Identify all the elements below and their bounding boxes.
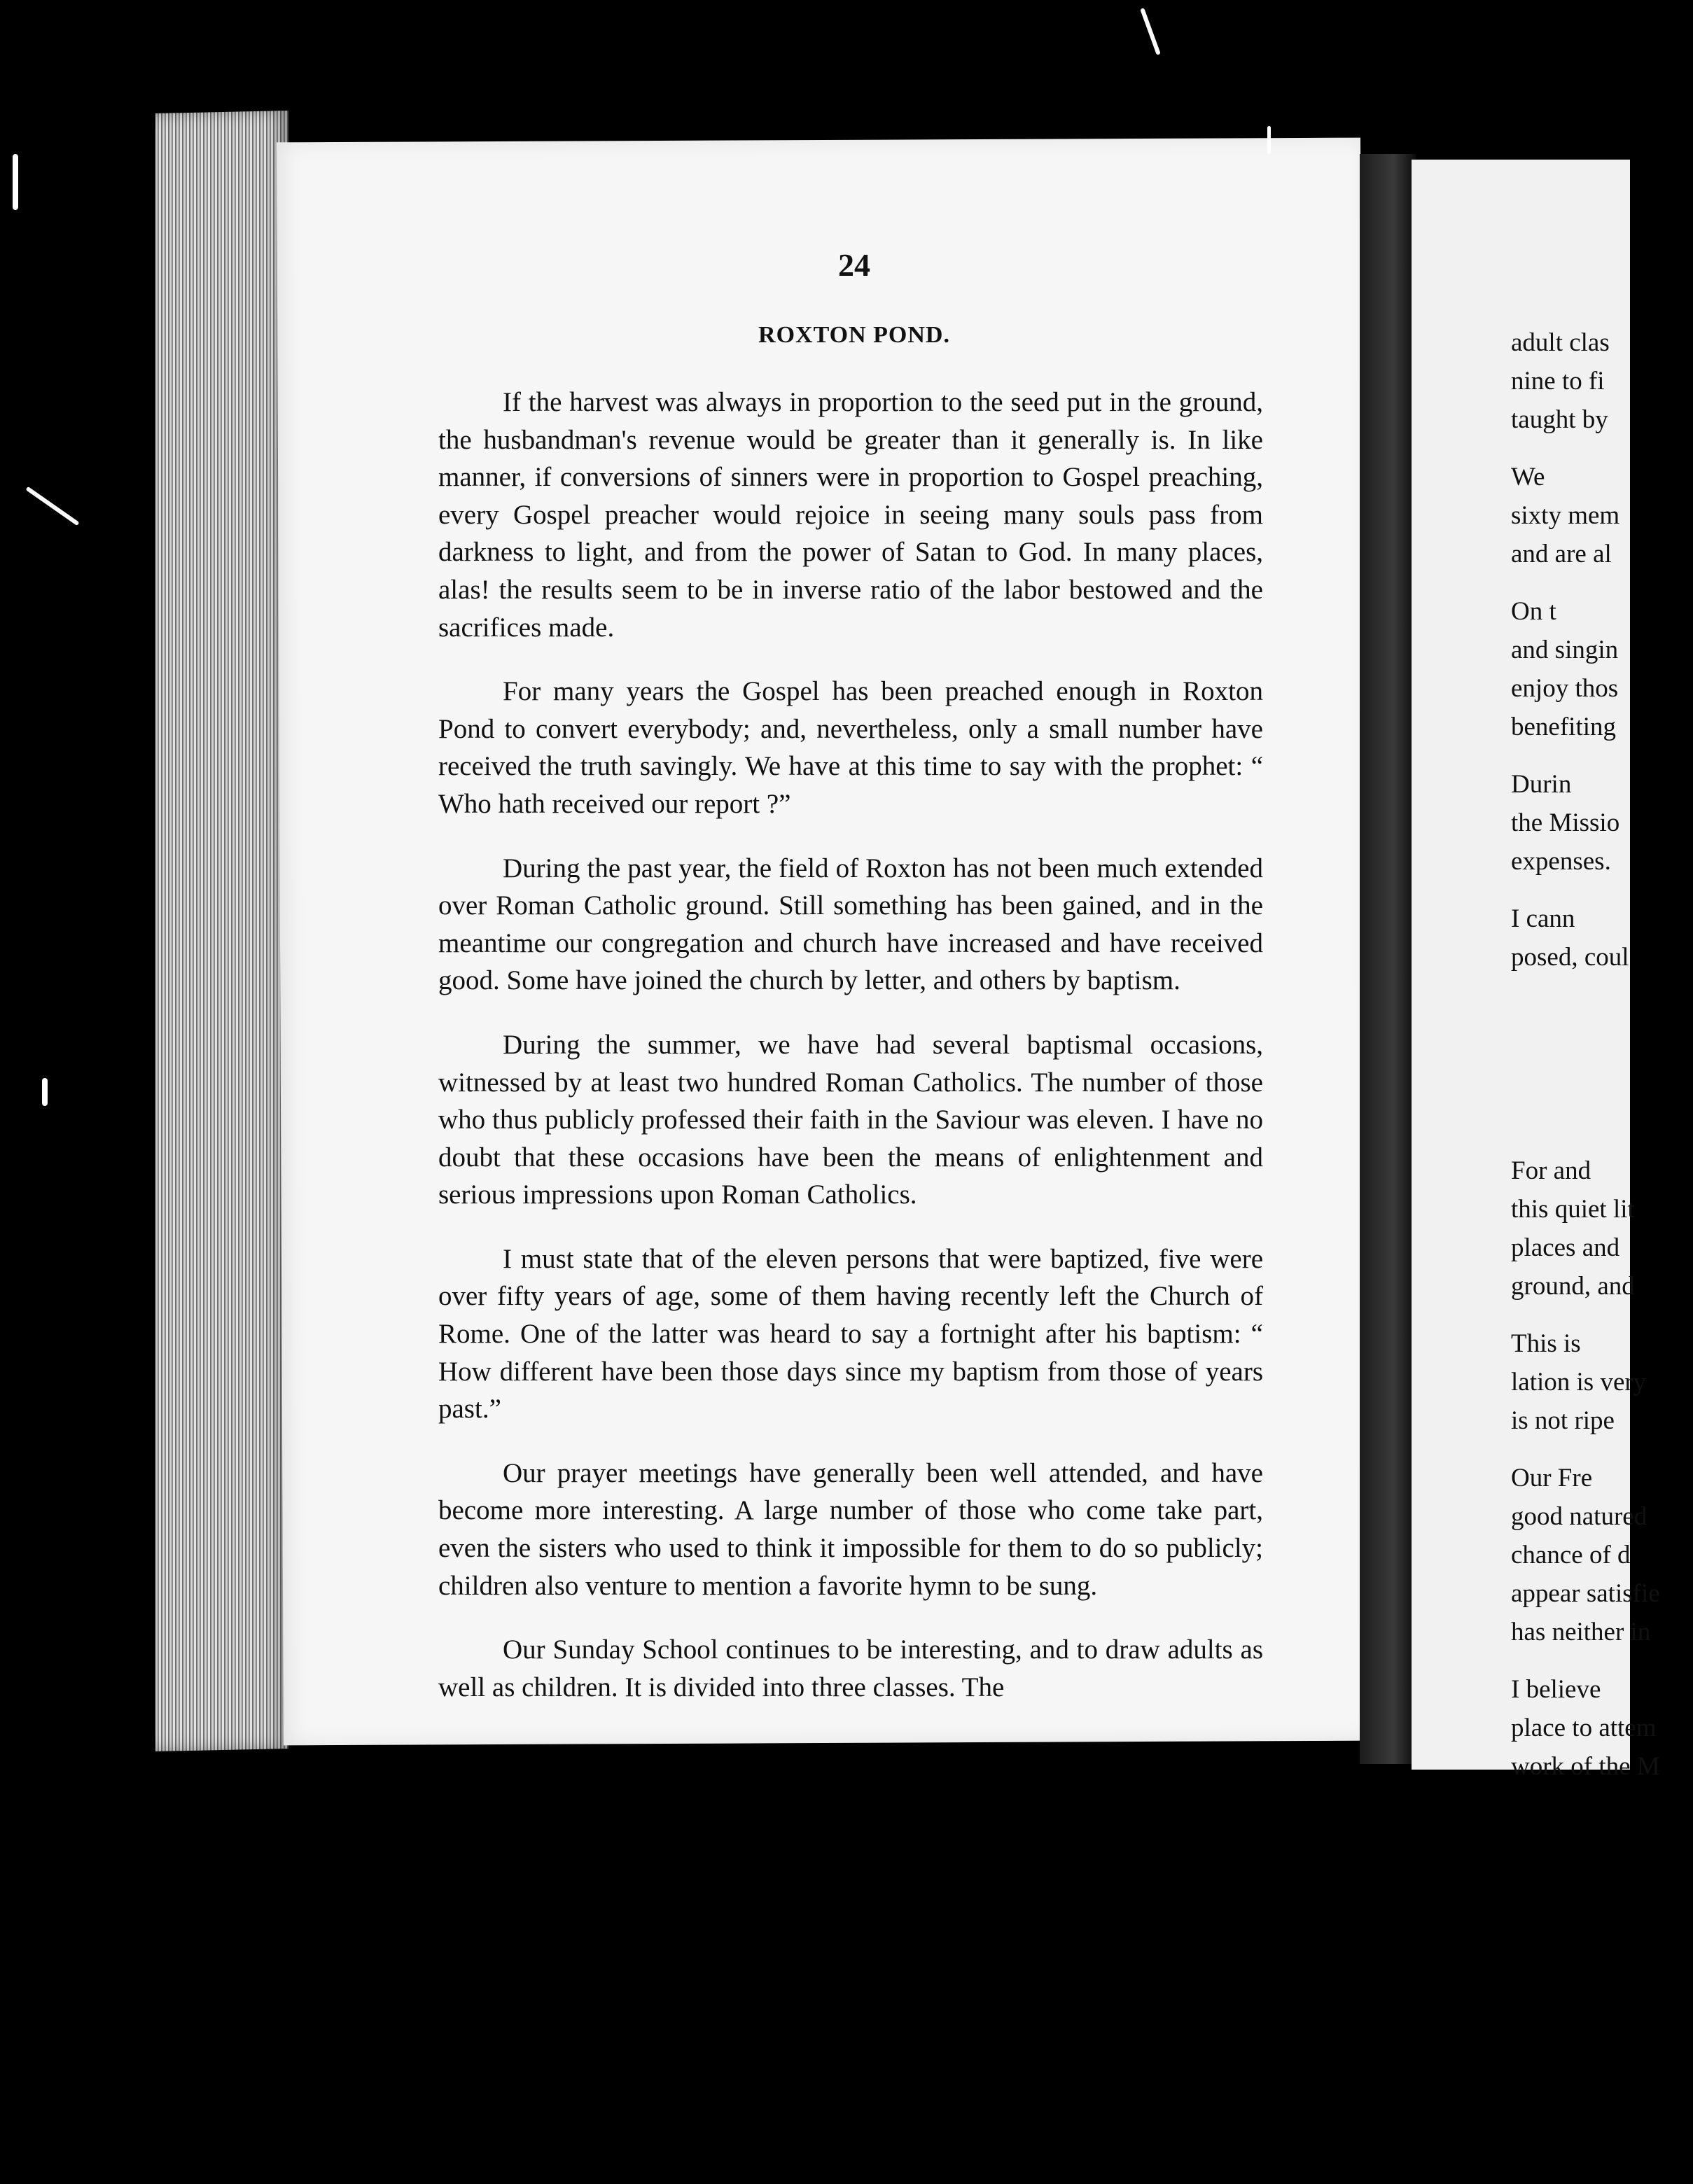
facing-line: sixty mem <box>1511 501 1620 530</box>
facing-line: and singin <box>1511 636 1619 664</box>
paragraph: Our Sunday School continues to be interesting, and to draw adults as well as children. It is divided into three classes. The <box>438 1634 1263 1702</box>
facing-line: I believe <box>1511 1675 1601 1704</box>
facing-line: lation is very <box>1511 1368 1647 1396</box>
scan-speck <box>13 154 18 210</box>
facing-gap <box>1511 1440 1693 1459</box>
facing-line: Durin <box>1511 770 1572 799</box>
facing-line: I cann <box>1511 904 1575 933</box>
paragraph: For many years the Gospel has been preached enough in Roxton Pond to convert everybody; and, nevertheless, only a small number have received the truth savingly. We have at this time to say with the prophet: “ Who hath received our report ?” <box>438 676 1263 819</box>
facing-line: posed, coul <box>1511 943 1629 972</box>
facing-line: chance of d <box>1511 1541 1631 1569</box>
paragraph: During the summer, we have had several baptismal occasions, witnessed by at least two hundred Roman Catholics. The number of those who thus publicly professed their faith in the Saviour was eleven. I have no doubt that these occasions have been the means of enlightenment and serious impressions upon Roman Catholics. <box>438 1029 1263 1210</box>
facing-line: work of the M <box>1511 1752 1660 1781</box>
facing-gap <box>1511 1651 1693 1670</box>
facing-line: On t <box>1511 597 1556 626</box>
facing-gap <box>1511 881 1693 899</box>
facing-line: nine to fi <box>1511 367 1605 396</box>
facing-gap <box>1511 573 1693 592</box>
facing-line: We <box>1511 463 1545 491</box>
facing-line: is not ripe <box>1511 1406 1615 1435</box>
facing-gap <box>1511 1306 1693 1324</box>
facing-line: and are al <box>1511 540 1612 568</box>
scan-speck <box>1267 126 1271 154</box>
facing-line: adult clas <box>1511 328 1610 357</box>
facing-line: appear satisfie <box>1511 1579 1660 1608</box>
book-gutter-shadow <box>1360 154 1416 1764</box>
facing-line: place to attem <box>1511 1714 1657 1742</box>
paragraph: If the harvest was always in proportion to the seed put in the ground, the husbandman's revenue would be greater than it generally is. In like manner, if conversions of sinners were in proportion to Gospel preaching, every Gospel preacher would rejoice in seeing many souls pass from darkness to light, and from the power of Satan to God. In many places, alas! the results seem to be in inverse ratio of the labor bestowed and the sacrifices made. <box>438 387 1263 643</box>
scan-speck <box>42 1078 48 1106</box>
facing-line: enjoy thos <box>1511 674 1619 703</box>
paragraph: I must state that of the eleven persons that were baptized, five were over fifty years of age, some of them having recently left the Church of Rome. One of the latter was heard to say a fortnight after his baptism: “ How different have been those days since my baptism from those of years past.” <box>438 1243 1263 1424</box>
page-body <box>438 384 1263 1732</box>
facing-line: good natured <box>1511 1502 1647 1531</box>
facing-gap <box>1511 439 1693 458</box>
facing-line: For and <box>1511 1156 1591 1185</box>
facing-line: expenses. <box>1511 847 1611 876</box>
facing-line: the Missio <box>1511 808 1620 837</box>
facing-line: benefiting <box>1511 713 1617 741</box>
facing-line: has neither in <box>1511 1618 1651 1646</box>
facing-line: This is <box>1511 1329 1581 1358</box>
page-edge-stack <box>155 111 288 1751</box>
facing-page-text <box>1511 323 1693 1786</box>
facing-line: places and <box>1511 1233 1620 1262</box>
paragraph: Our prayer meetings have generally been well attended, and have become more interesting. A large number of those who come take part, even the sisters who used to think it impossible for them to do so publicly; children also venture to mention a favorite hymn to be sung. <box>438 1457 1263 1601</box>
scan-speck <box>1140 8 1161 55</box>
page-number: 24 <box>838 247 870 283</box>
facing-line: Our Fre <box>1511 1464 1593 1492</box>
paragraph: During the past year, the field of Roxton has not been much extended over Roman Catholic ground. Still something has been gained, and in the meantime our congregation and church have increased and have received good. Some have joined the church by letter, and others by baptism. <box>438 853 1263 996</box>
facing-gap <box>1511 746 1693 765</box>
section-heading: ROXTON POND. <box>758 322 950 348</box>
scan-speck <box>25 486 79 526</box>
facing-line: taught by <box>1511 405 1608 434</box>
facing-line: ground, and <box>1511 1272 1635 1301</box>
facing-gap <box>1511 976 1693 1152</box>
facing-line: this quiet lit <box>1511 1195 1635 1224</box>
